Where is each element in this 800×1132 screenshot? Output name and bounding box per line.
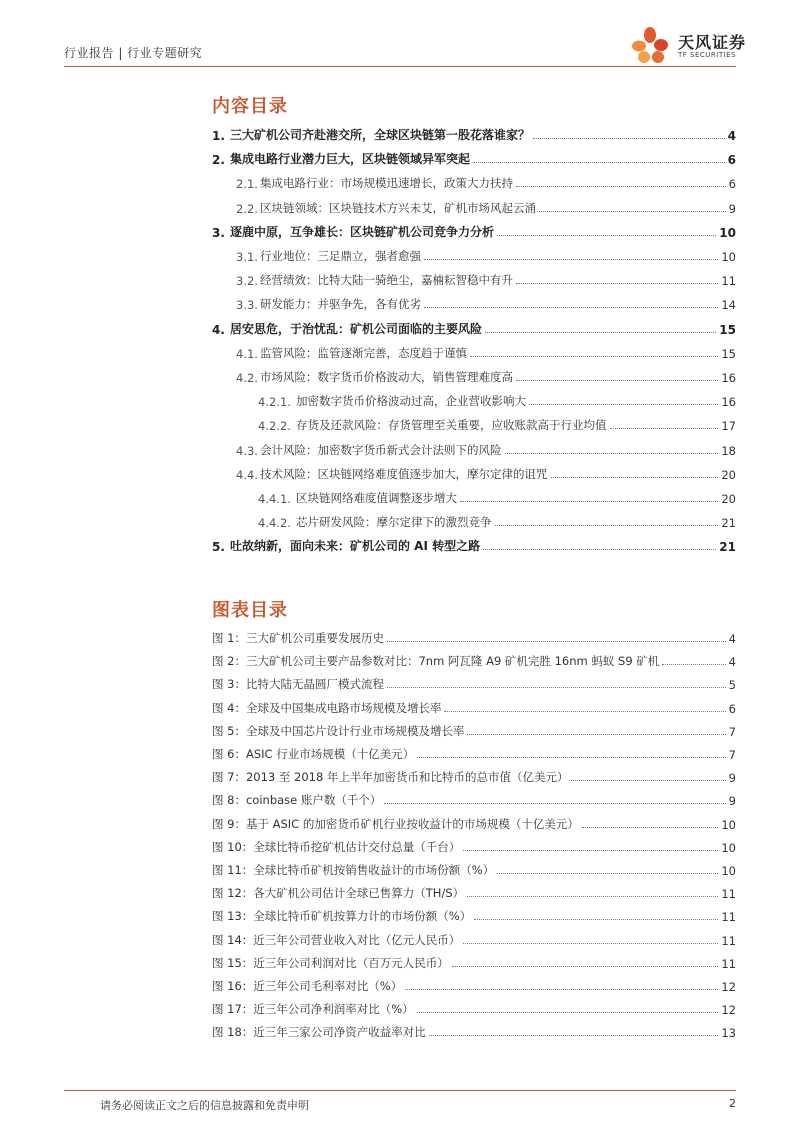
dot-leader (467, 896, 718, 897)
entry-title: 逐鹿中原，互争雄长：区块链矿机公司竞争力分析 (230, 224, 495, 239)
entry-number: 2.1. (236, 177, 258, 192)
toc-entry[interactable] (236, 440, 736, 458)
entry-title: 图 14：近三年公司营业收入对比（亿元人民币） (212, 932, 461, 947)
entry-number: 4.2. (236, 371, 258, 385)
toc-entry[interactable] (236, 173, 736, 191)
entry-page-number: 7 (728, 748, 736, 762)
entry-title: 技术风险：区块链网络难度值逐步加大，摩尔定律的诅咒 (260, 466, 548, 481)
entry-page-number: 16 (721, 371, 736, 385)
figure-entry[interactable] (212, 999, 736, 1017)
logo-name: 天风证券 (678, 33, 747, 52)
entry-page-number: 16 (721, 395, 736, 410)
entry-title: 图 7：2013 至 2018 年上半年加密货币和比特币的总市值（亿美元） (212, 770, 569, 785)
entry-page-number: 9 (728, 794, 736, 809)
entry-title: 图 12：各大矿机公司估计全球已售算力（TH/S） (212, 886, 465, 901)
dot-leader (497, 235, 716, 236)
figure-entry[interactable] (212, 837, 736, 855)
dot-leader (516, 283, 718, 284)
dot-leader (463, 943, 718, 944)
entry-title: 图 11：全球比特币矿机按销售收益计的市场份额（%） (212, 863, 495, 877)
entry-title: 图 18：近三年三家公司净资产收益率对比 (212, 1025, 426, 1040)
entry-title: 市场风险：数字货币价格波动大，销售管理难度高 (260, 370, 513, 384)
dot-leader (516, 186, 726, 187)
toc-entry[interactable] (236, 246, 736, 264)
entry-title: 图 6：ASIC 行业市场规模（十亿美元） (212, 747, 415, 761)
dot-leader (610, 428, 719, 429)
footer-divider (64, 1090, 736, 1091)
page-number: 2 (729, 1097, 736, 1110)
dot-leader (483, 549, 716, 550)
entry-number: 5. (212, 540, 225, 555)
dot-leader (533, 138, 725, 139)
entry-title: 集成电路行业潜力巨大，区块链领域异军突起 (230, 152, 471, 167)
entry-title: 居安思危，于治忧乱：矿机公司面临的主要风险 (230, 321, 483, 336)
entry-number: 4.3. (236, 443, 258, 458)
entry-page-number: 15 (721, 346, 736, 361)
dot-leader (505, 453, 719, 454)
figure-entry[interactable] (212, 814, 736, 832)
entry-title: 图 4：全球及中国集成电路市场规模及增长率 (212, 700, 442, 715)
entry-title: 图 17：近三年公司净利润率对比（%） (212, 1002, 414, 1017)
figure-entry[interactable] (212, 628, 736, 646)
footer-disclaimer: 请务必阅读正文之后的信息披露和免责申明 (100, 1099, 309, 1112)
entry-page-number: 11 (721, 933, 736, 948)
entry-page-number: 18 (721, 443, 736, 458)
toc-entry[interactable] (258, 415, 736, 433)
dot-leader (571, 780, 725, 781)
entry-title: 图 1：三大矿机公司重要发展历史 (212, 631, 384, 645)
entry-number: 2. (212, 153, 225, 168)
dot-leader (497, 873, 718, 874)
toc-entry[interactable] (258, 512, 736, 530)
entry-page-number: 4 (728, 655, 736, 670)
dot-leader (405, 989, 718, 990)
entry-page-number: 13 (721, 1026, 736, 1041)
entry-page-number: 10 (721, 864, 736, 878)
dot-leader (417, 1012, 719, 1013)
entry-title: 区块链领域：区块链技术方兴未艾，矿机市场风起云涌 (260, 200, 536, 215)
dot-leader (495, 525, 719, 526)
entry-title: 图 13：全球比特币矿机按算力计的市场份额（%） (212, 909, 472, 924)
entry-title: 图 16：近三年公司毛利率对比（%） (212, 979, 403, 993)
entry-page-number: 12 (721, 1003, 736, 1018)
dot-leader (485, 332, 716, 333)
dot-leader (539, 211, 726, 212)
entry-title: 图 5：全球及中国芯片设计行业市场规模及增长率 (212, 723, 465, 738)
entry-title: 存货及还款风险：存货管理至关重要，应收账款高于行业均值 (296, 418, 607, 433)
figure-entry[interactable] (212, 953, 736, 971)
entry-title: 吐故纳新，面向未来：矿机公司的 AI 转型之路 (230, 539, 481, 554)
entry-page-number: 11 (721, 956, 736, 971)
dot-leader (470, 356, 718, 357)
toc-entry[interactable] (212, 222, 736, 240)
entry-page-number: 10 (721, 817, 736, 832)
toc-entry[interactable] (212, 149, 736, 167)
dot-leader (551, 477, 719, 478)
entry-title: 经营绩效：比特大陆一骑绝尘，嘉楠耘智稳中有升 (260, 273, 513, 288)
figure-entry[interactable] (212, 721, 736, 739)
toc-entry[interactable] (212, 125, 736, 143)
entry-number: 4. (212, 322, 225, 337)
entry-page-number: 12 (721, 980, 736, 994)
entry-number: 3.2. (236, 274, 258, 289)
entry-page-number: 15 (719, 322, 736, 337)
figure-entry[interactable] (212, 883, 736, 901)
entry-page-number: 11 (721, 274, 736, 289)
dot-leader (460, 501, 718, 502)
entry-number: 4.4.2. (258, 516, 291, 531)
entry-title: 图 2：三大矿机公司主要产品参数对比：7nm 阿瓦隆 A9 矿机完胜 16nm 蚂蚁 S9 矿机 (212, 654, 660, 669)
figure-entry[interactable] (212, 860, 736, 878)
dot-leader (444, 711, 725, 712)
entry-page-number: 21 (721, 516, 736, 531)
entry-page-number: 21 (719, 540, 736, 555)
entry-page-number: 10 (721, 840, 736, 855)
entry-number: 1. (212, 129, 225, 143)
entry-title: 三大矿机公司齐赴港交所，全球区块链第一股花落谁家？ (230, 128, 531, 142)
flower-logo-icon (628, 26, 674, 66)
entry-page-number: 6 (727, 153, 736, 168)
figure-entry[interactable] (212, 976, 736, 994)
entry-page-number: 7 (728, 724, 736, 739)
dot-leader (463, 850, 718, 851)
entry-number: 3.1. (236, 250, 258, 264)
entry-title: 图 15：近三年公司利润对比（百万元人民币） (212, 955, 449, 970)
entry-page-number: 4 (728, 632, 736, 646)
dot-leader (662, 664, 725, 665)
dot-leader (384, 803, 725, 804)
entry-page-number: 20 (721, 492, 736, 506)
entry-title: 监管风险：监管逐渐完善，态度趋于谨慎 (260, 345, 467, 360)
dot-leader (582, 827, 718, 828)
figure-entry[interactable] (212, 744, 736, 762)
dot-leader (516, 380, 718, 381)
toc-entry[interactable] (212, 319, 736, 337)
entry-number: 3.3. (236, 298, 258, 313)
dot-leader (529, 404, 718, 405)
toc-entry[interactable] (258, 488, 736, 506)
entry-title: 研发能力：并驱争先，各有优劣 (260, 297, 421, 312)
figure-entry[interactable] (212, 651, 736, 669)
figure-entry[interactable] (212, 767, 736, 785)
entry-page-number: 6 (728, 177, 736, 192)
dot-leader (474, 919, 718, 920)
entry-title: 会计风险：加密数字货币新式会计法则下的风险 (260, 442, 502, 457)
entry-page-number: 10 (721, 250, 736, 264)
figure-entry[interactable] (212, 674, 736, 692)
figure-entry[interactable] (212, 1022, 736, 1040)
entry-title: 图 8：coinbase 账户数（千个） (212, 793, 382, 808)
entry-page-number: 11 (721, 910, 736, 925)
entry-number: 4.2.2. (258, 419, 291, 434)
entry-title: 芯片研发风险：摩尔定律下的激烈竞争 (296, 515, 492, 530)
figure-entry[interactable] (212, 790, 736, 808)
dot-leader (429, 1035, 719, 1036)
entry-title: 加密数字货币价格波动过高，企业营收影响大 (296, 394, 526, 409)
dot-leader (387, 687, 726, 688)
header-category: 行业报告 | 行业专题研究 (64, 46, 203, 60)
tf-securities-logo (628, 26, 747, 66)
entry-page-number: 9 (728, 771, 736, 786)
entry-number: 4.4.1. (258, 492, 291, 506)
entry-number: 4.1. (236, 346, 258, 361)
entry-number: 4.2.1. (258, 395, 291, 410)
figure-entry[interactable] (212, 906, 736, 924)
entry-page-number: 14 (721, 298, 736, 313)
entry-page-number: 20 (721, 467, 736, 482)
header-divider (64, 66, 736, 67)
entry-title: 区块链网络难度值调整逐步增大 (296, 491, 457, 505)
entry-number: 3. (212, 225, 225, 240)
figure-list-title: 图表目录 (212, 600, 288, 621)
entry-number: 2.2. (236, 201, 258, 216)
entry-title: 图 9：基于 ASIC 的加密货币矿机行业按收益计的市场规模（十亿美元） (212, 816, 579, 831)
figure-entry[interactable] (212, 698, 736, 716)
dot-leader (424, 307, 718, 308)
dot-leader (452, 966, 719, 967)
logo-subtitle: TF SECURITIES (678, 51, 737, 59)
dot-leader (424, 259, 718, 260)
entry-page-number: 17 (721, 419, 736, 434)
dot-leader (417, 757, 725, 758)
entry-page-number: 5 (728, 678, 736, 693)
toc-entry[interactable] (236, 343, 736, 361)
entry-page-number: 10 (719, 225, 736, 240)
figure-entry[interactable] (212, 930, 736, 948)
toc-entry[interactable] (258, 391, 736, 409)
dot-leader (387, 641, 726, 642)
entry-title: 图 3：比特大陆无晶圆厂模式流程 (212, 677, 384, 692)
entry-title: 行业地位：三足鼎立，强者愈强 (260, 249, 421, 263)
entry-title: 集成电路行业：市场规模迅速增长，政策大力扶持 (260, 176, 513, 191)
toc-entry[interactable] (236, 294, 736, 312)
toc-entry[interactable] (212, 536, 736, 554)
toc-entry[interactable] (236, 367, 736, 385)
entry-title: 图 10：全球比特币挖矿机估计交付总量（千台） (212, 839, 461, 854)
entry-page-number: 6 (728, 701, 736, 716)
entry-page-number: 11 (721, 887, 736, 902)
toc-entry[interactable] (236, 270, 736, 288)
toc-entry[interactable] (236, 198, 736, 216)
entry-number: 4.4. (236, 467, 258, 482)
dot-leader (467, 734, 725, 735)
toc-entry[interactable] (236, 464, 736, 482)
dot-leader (473, 162, 725, 163)
entry-page-number: 4 (727, 129, 736, 143)
toc-title: 内容目录 (212, 96, 288, 117)
entry-page-number: 9 (728, 201, 736, 216)
